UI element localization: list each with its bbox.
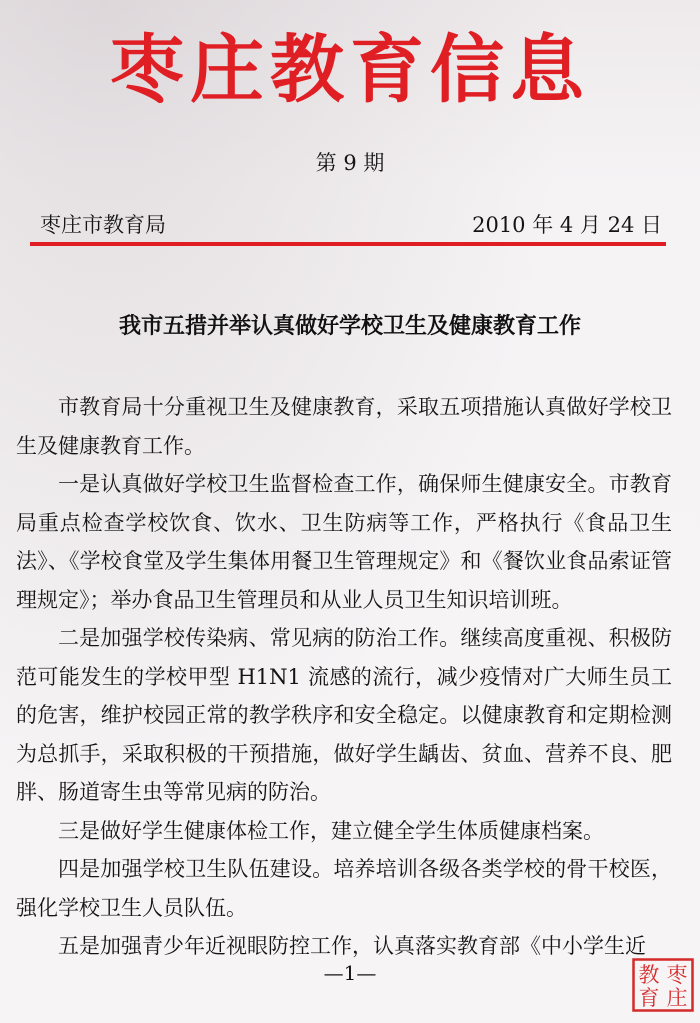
- seal-char-3: 教: [638, 963, 660, 987]
- issue-number: 第 9 期: [315, 151, 385, 175]
- article-body: [16, 388, 672, 966]
- masthead-title: 枣庄教育信息: [110, 27, 590, 113]
- issuer-name: 枣庄市教育局: [40, 213, 166, 237]
- issue-date: 2010 年 4 月 24 日: [472, 213, 662, 237]
- article-paragraph: 五是加强青少年近视眼防控工作，认真落实教育部《中小学生近: [58, 934, 646, 958]
- article-paragraph: 三是做好学生健康体检工作，建立健全学生体质健康档案。: [58, 818, 604, 843]
- article-title: 我市五措并举认真做好学校卫生及健康教育工作: [118, 314, 581, 339]
- seal-char-1: 枣: [666, 963, 688, 987]
- article-paragraph: 四是加强学校卫生队伍建设。培养培训各级各类学校的骨干校医，强化学校卫生人员队伍。: [16, 857, 672, 920]
- seal-stamp: [632, 958, 694, 1012]
- article-paragraph: 二是加强学校传染病、常见病的防治工作。继续高度重视、积极防范可能发生的学校甲型 H1N1 流感的流行，减少疫情对广大师生员工的危害，维护校园正常的教学秩序和安全稳定。以健康教育和定期检测为总抓手，采取积极的干预措施，做好学生龋齿、贫血、营养不良、肥胖、肠道寄生虫等常见病的防治。: [16, 626, 672, 804]
- red-divider: [30, 242, 666, 246]
- article-paragraph: 一是认真做好学校卫生监督检查工作，确保师生健康安全。市教育局重点检查学校饮食、饮水、卫生防病等工作，严格执行《食品卫生法》、《学校食堂及学生集体用餐卫生管理规定》和《餐饮业食品索证管理规定》；举办食品卫生管理员和从业人员卫生知识培训班。: [16, 472, 672, 612]
- seal-char-2: 庄: [666, 986, 688, 1010]
- article-paragraph: 市教育局十分重视卫生及健康教育，采取五项措施认真做好学校卫生及健康教育工作。: [16, 395, 672, 458]
- seal-char-4: 育: [638, 986, 660, 1010]
- page-number: —1—: [323, 961, 377, 985]
